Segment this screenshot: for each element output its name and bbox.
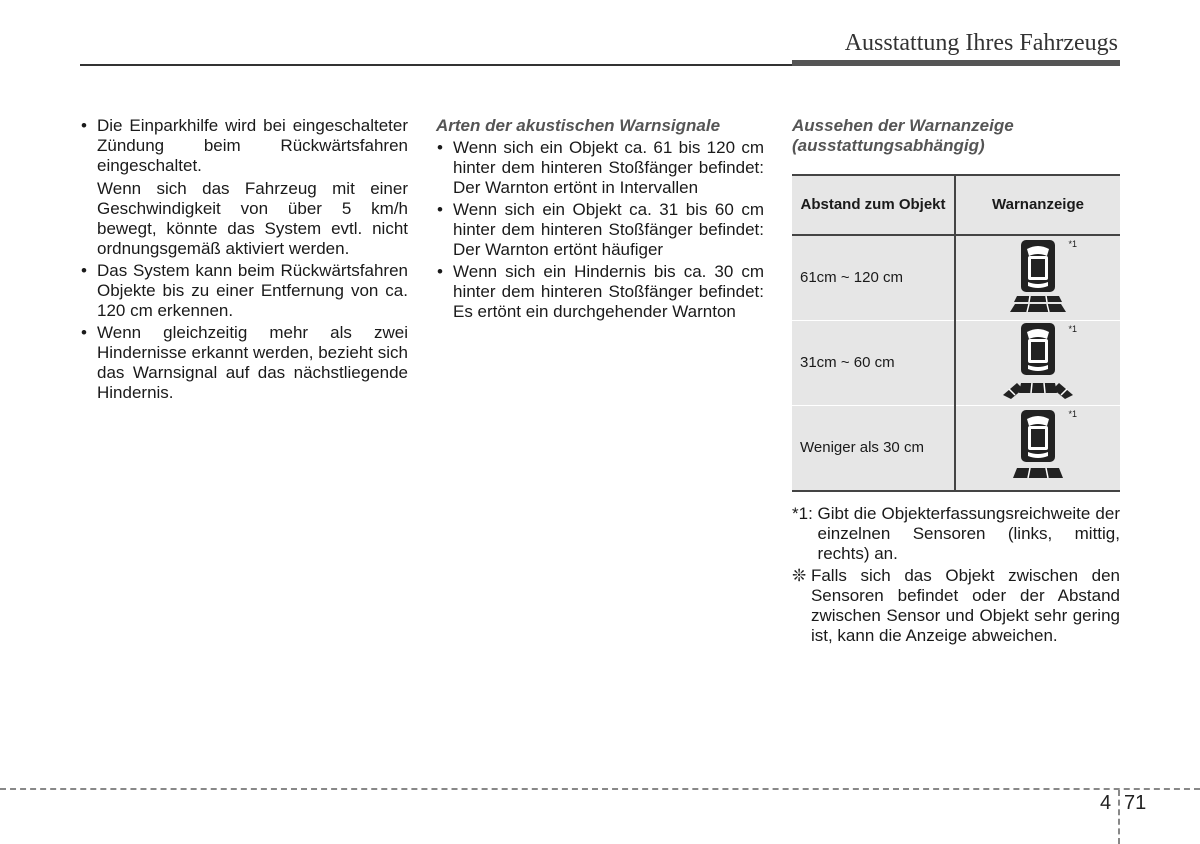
- table-header-row: [792, 175, 1120, 235]
- section-heading: Arten der akustischen Warnsignale: [436, 116, 721, 135]
- footnote-mark: *1:: [792, 504, 818, 523]
- bullet-text: • Wenn sich ein Objekt ca. 31 bis 60 cm hinter dem hinteren Stoßfänger befindet: Der Warnton ertönt häufiger: [453, 200, 764, 259]
- list-item: [80, 323, 408, 403]
- column-1: [80, 116, 408, 403]
- list-item: [80, 261, 408, 321]
- table-row: [792, 406, 1120, 492]
- footnote-text: Gibt die Objekterfassungsreichweite der einzelnen Sensoren (links, mittig, rechts) an.: [817, 504, 1120, 563]
- table-header-indicator: Warnanzeige: [955, 175, 1120, 235]
- footnote-marker: *1: [1068, 239, 1077, 249]
- indicator-cell: [955, 406, 1120, 492]
- footnote-item: [792, 566, 1120, 646]
- running-title: Ausstattung Ihres Fahrzeugs: [844, 30, 1118, 56]
- column-3: [792, 116, 1120, 646]
- car-near-zone-icon: [997, 406, 1079, 484]
- indicator-cell: [955, 321, 1120, 406]
- section-heading: Aussehen der Warnanzeige (ausstattungsabhängig): [792, 116, 1014, 155]
- footnote-text: Falls sich das Objekt zwischen den Sensoren befindet oder der Abstand zwischen Sensor und Objekt sehr gering ist, kann die Anzeige abweichen.: [810, 566, 1120, 645]
- list-item: [436, 262, 764, 322]
- footer-page-divider: [1118, 790, 1120, 844]
- bullet-text: • Wenn sich ein Objekt ca. 61 bis 120 cm hinter dem hinteren Stoßfänger befindet: Der Warnton ertönt in Intervallen: [453, 138, 764, 197]
- table-row: [792, 321, 1120, 406]
- chapter-number: 4: [1100, 792, 1112, 814]
- distance-cell: 61cm ~ 120 cm: [792, 235, 955, 321]
- list-item: [436, 138, 764, 198]
- bullet-text: • Die Einparkhilfe wird bei eingeschalteter Zündung beim Rückwärtsfahren eingeschaltet.: [97, 116, 408, 175]
- footnote-mark: ❊: [792, 566, 811, 585]
- indicator-cell: [955, 235, 1120, 321]
- bullet-subparagraph: Wenn sich das Fahrzeug mit einer Geschwindigkeit von über 5 km/h bewegt, könnte das System evtl. nicht ordnungsgemäß aktiviert werden.: [97, 179, 408, 258]
- column-2: [436, 116, 764, 322]
- distance-cell: Weniger als 30 cm: [792, 406, 955, 492]
- footnote-item: [792, 504, 1120, 564]
- list-item: [80, 116, 408, 259]
- bullet-text: • Das System kann beim Rückwärtsfahren Objekte bis zu einer Entfernung von ca. 120 cm erkennen.: [97, 261, 408, 320]
- car-far-zone-icon: [997, 236, 1079, 314]
- footer-dashed-rule: [0, 788, 1200, 790]
- car-mid-zone-icon: [997, 321, 1079, 399]
- bullet-list: [436, 138, 764, 322]
- header-rule-accent: [792, 60, 1120, 66]
- page-number: 71: [1124, 792, 1147, 814]
- header-rule: [80, 64, 792, 66]
- bullet-list: [80, 116, 408, 403]
- bullet-text: • Wenn sich ein Hindernis bis ca. 30 cm hinter dem hinteren Stoßfänger befindet: Es ertönt ein durchgehender Warnton: [453, 262, 764, 321]
- footnotes: [792, 504, 1120, 646]
- table-header-distance: Abstand zum Objekt: [792, 175, 955, 235]
- bullet-text: • Wenn gleichzeitig mehr als zwei Hindernisse erkannt werden, bezieht sich das Warnsignal auf das nächstliegende Hindernis.: [97, 323, 408, 402]
- distance-cell: 31cm ~ 60 cm: [792, 321, 955, 406]
- list-item: [436, 200, 764, 260]
- table-row: [792, 235, 1120, 321]
- footnote-marker: *1: [1068, 409, 1077, 419]
- warning-display-table: [792, 174, 1120, 492]
- footnote-marker: *1: [1068, 324, 1077, 334]
